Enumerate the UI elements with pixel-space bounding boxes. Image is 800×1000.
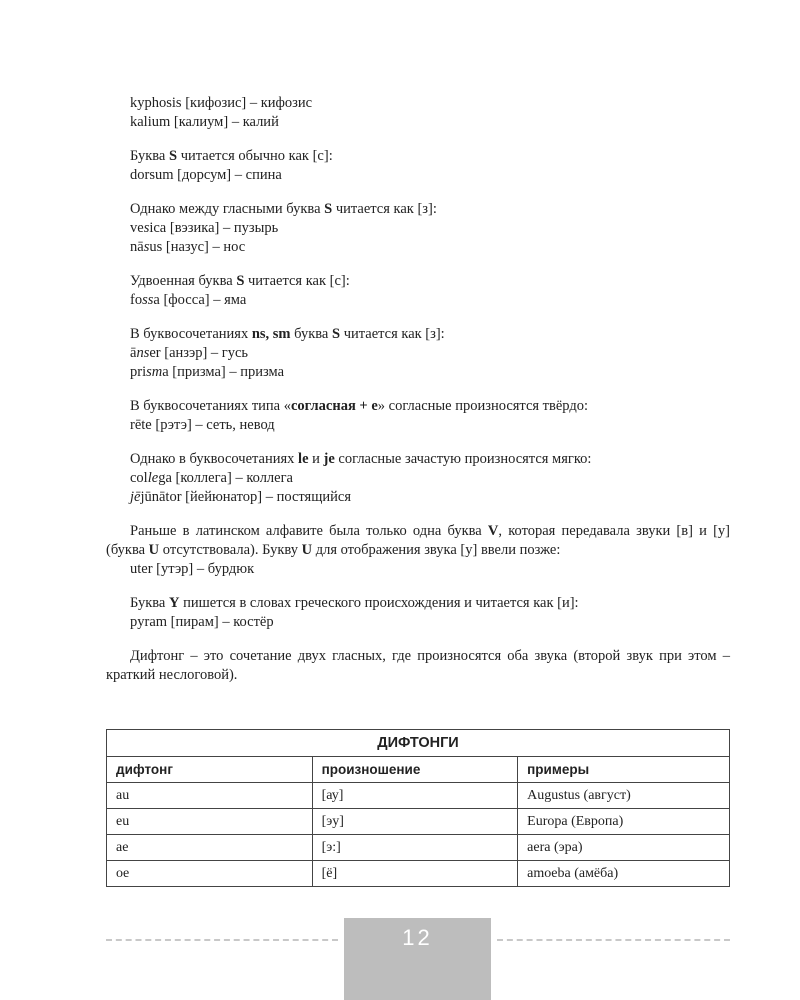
cell-diphthong: ae (107, 835, 313, 861)
page-number-box (344, 918, 491, 1000)
rule-s-between-vowels: Однако между гласными буква S читается как [з]: (130, 201, 437, 217)
footer-divider-right (497, 939, 730, 941)
example-nasus: nāsus [назус] – нос (130, 239, 246, 255)
column-header-pronunciation: произношение (312, 757, 518, 783)
rule-s-basic: Буква S читается обычно как [с]: (130, 148, 333, 164)
example-vesica: vesica [вэзика] – пузырь (130, 220, 279, 236)
example-uter: uter [утэр] – бурдюк (130, 561, 255, 577)
paragraph-diphthong: Дифтонг – это сочетание двух гласных, где произносятся оба звука (второй звук при этом – краткий неслоговой). (106, 648, 730, 683)
cell-diphthong: au (107, 783, 313, 809)
table-header-row (107, 757, 730, 783)
example-fossa: fossa [фосса] – яма (130, 292, 247, 308)
cell-example: amoeba (амёба) (518, 861, 730, 887)
rule-y: Буква Y пишется в словах греческого происхождения и читается как [и]: (130, 595, 579, 611)
table-row (107, 835, 730, 861)
rule-ns-sm: В буквосочетаниях ns, sm буква S читается как [з]: (130, 326, 445, 342)
cell-example: aera (эра) (518, 835, 730, 861)
column-header-examples: примеры (518, 757, 730, 783)
cell-diphthong: oe (107, 861, 313, 887)
footer-divider-left (106, 939, 338, 941)
cell-diphthong: eu (107, 809, 313, 835)
table-row (107, 783, 730, 809)
table-row (107, 861, 730, 887)
example-anser: ānser [анзэр] – гусь (130, 345, 249, 361)
diphthongs-table (106, 729, 730, 887)
page-number: 12 (402, 925, 433, 950)
cell-pronunciation: [ё] (312, 861, 518, 887)
table-title: ДИФТОНГИ (107, 730, 730, 757)
example-kalium: kalium [калиум] – калий (130, 114, 279, 130)
cell-pronunciation: [э:] (312, 835, 518, 861)
table-row (107, 809, 730, 835)
cell-pronunciation: [ау] (312, 783, 518, 809)
paragraph-v-u: Раньше в латинском алфавите была только одна буква V, которая передавала звуки [в] и [у] (буква U отсутствовала). Букву U для отображения звука [у] ввели позже: (106, 523, 730, 558)
example-pyram: pyram [пирам] – костёр (130, 614, 274, 630)
cell-example: Europa (Европа) (518, 809, 730, 835)
example-dorsum: dorsum [дорсум] – спина (130, 167, 282, 183)
cell-example: Augustus (август) (518, 783, 730, 809)
example-prisma: prisma [призма] – призма (130, 364, 285, 380)
cell-pronunciation: [эу] (312, 809, 518, 835)
rule-consonant-e: В буквосочетаниях типа «согласная + е» согласные произносятся твёрдо: (130, 398, 589, 414)
example-rete: rēte [рэтэ] – сеть, невод (130, 417, 275, 433)
column-header-diphthong: дифтонг (107, 757, 313, 783)
example-kyphosis: kyphosis [кифозис] – кифозис (130, 95, 313, 111)
rule-double-s: Удвоенная буква S читается как [с]: (130, 273, 350, 289)
example-collega: collega [коллега] – коллега (130, 470, 293, 486)
rule-le-je: Однако в буквосочетаниях le и je согласные зачастую произносятся мягко: (130, 451, 592, 467)
page-content (106, 94, 730, 685)
example-jejunator: jējūnātor [йейюнатор] – постящийся (130, 489, 352, 505)
table-title-row (107, 730, 730, 757)
